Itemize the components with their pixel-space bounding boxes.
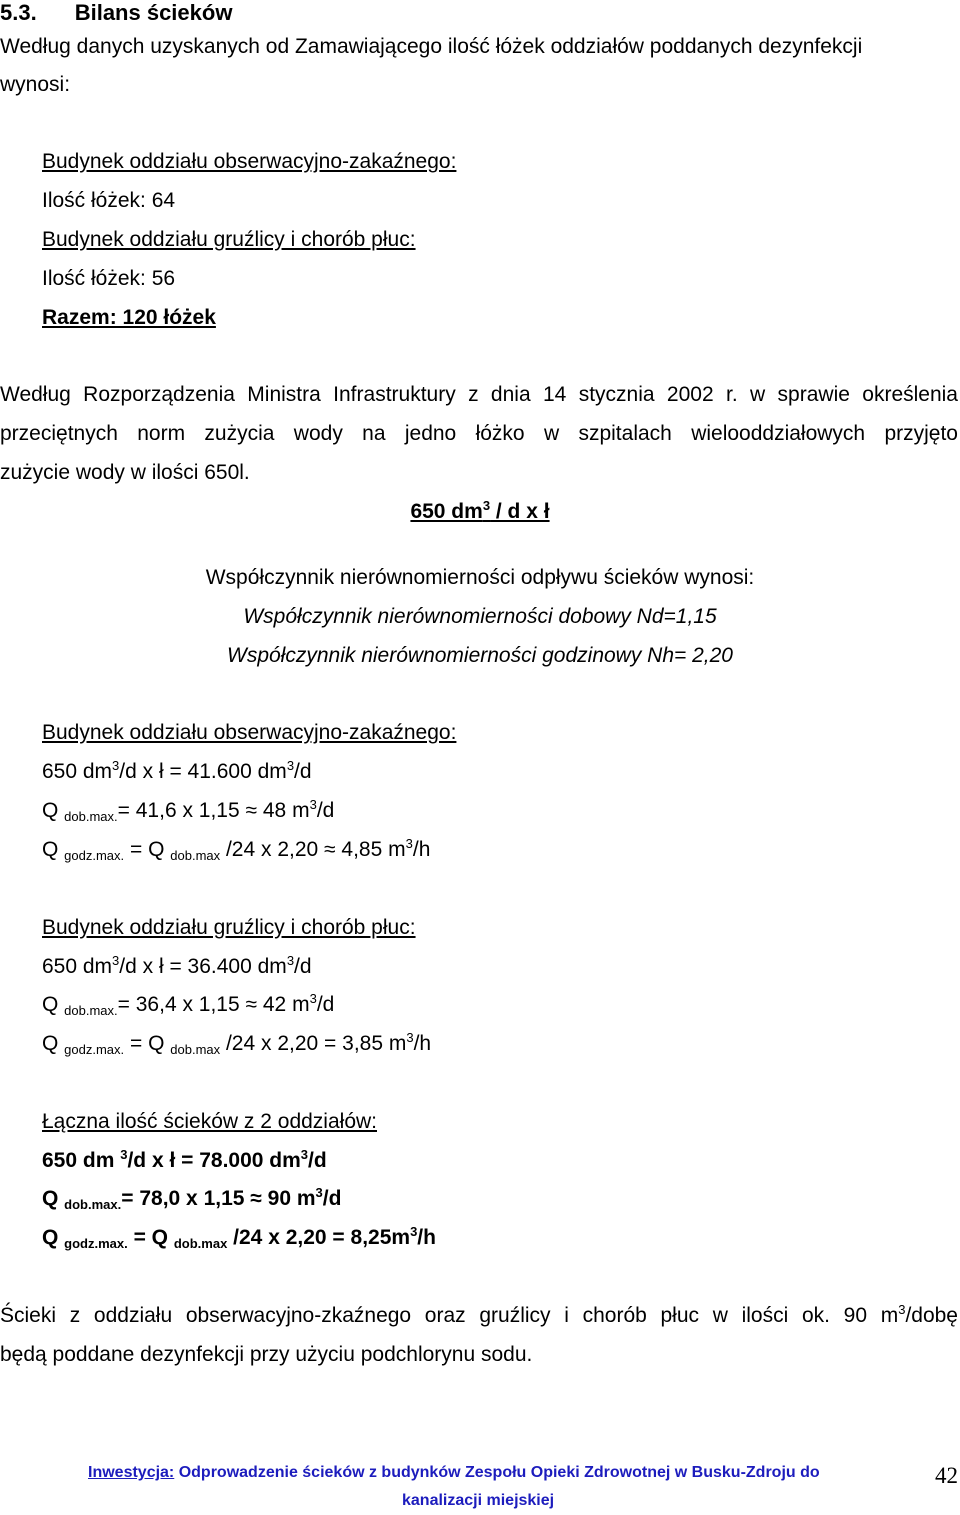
intro-line-1: Według danych uzyskanych od Zamawiającego ilość łóżek oddziałów poddanych dezynfekcji bbox=[0, 35, 863, 58]
footer-line-1: Inwestycja: Odprowadzenie ścieków z budynków Zespołu Opieki Zdrowotnej w Busku-Zdroju do bbox=[88, 1464, 820, 1481]
bed-building-1: Budynek oddziału obserwacyjno-zakaźnego: bbox=[42, 150, 457, 173]
calc3-title: Łączna ilość ścieków z 2 oddziałów: bbox=[42, 1110, 377, 1133]
bed-count-1: Ilość łóżek: 64 bbox=[42, 189, 176, 212]
page-number: 42 bbox=[935, 1463, 958, 1488]
conclusion-line-2: będą poddane dezynfekcji przy użyciu podchlorynu sodu. bbox=[0, 1343, 533, 1366]
calc1-qdob: Q dob.max.= 41,6 x 1,15 ≈ 48 $m^3/d$ bbox=[42, 797, 335, 824]
calc2-flow: 650 $dm^3/d$ x ł = 36.400 $dm^3/d$ bbox=[42, 953, 312, 978]
calc2-title: Budynek oddziału gruźlicy i chorób płuc: bbox=[42, 916, 416, 939]
calc1-flow: 650 $dm^3/d$ x ł = 41.600 $dm^3/d$ bbox=[42, 758, 312, 783]
bed-building-2: Budynek oddziału gruźlicy i chorób płuc: bbox=[42, 228, 416, 251]
regulation-line-3: zużycie wody w ilości 650l. bbox=[0, 461, 250, 484]
coeff-intro: Współczynnik nierównomierności odpływu ścieków wynosi: bbox=[205, 566, 755, 589]
regulation-line-1: Według Rozporządzenia Ministra Infrastruktury z dnia 14 stycznia 2002 r. w sprawie określenia bbox=[0, 383, 958, 406]
section-title: Bilans ścieków bbox=[74, 0, 233, 25]
calc3-qgodz: Q godz.max. = Q dob.max /24 x $2,20 = 8,25m^3/h$ bbox=[42, 1224, 436, 1251]
conclusion-line-1: Ścieki z oddziału obserwacyjno-zkaźnego oraz gruźlicy i chorób płuc w ilości ok. 90 $m^3$/dobę bbox=[0, 1302, 958, 1327]
regulation-line-2: przeciętnych norm zużycia wody na jedno łóżko w szpitalach wielooddziałowych przyjęto bbox=[0, 422, 958, 445]
footer-line-2: kanalizacji miejskiej bbox=[402, 1492, 555, 1509]
section-heading bbox=[0, 0, 232, 26]
intro-line-2: wynosi: bbox=[0, 73, 71, 96]
calc3-qdob: Q dob.max.= 78,0 x 1,15 ≈ 90 $m^3/d$ bbox=[42, 1185, 342, 1212]
section-number: 5.3. bbox=[0, 0, 37, 25]
water-norm: 650 $dm^3$ / d x ł bbox=[410, 498, 550, 523]
calc2-qgodz: Q godz.max. = Q dob.max /24 x 2,20 = 3,85 $m^3/h$ bbox=[42, 1030, 432, 1057]
coeff-hourly: Współczynnik nierównomierności godzinowy Nh= 2,20 bbox=[227, 644, 733, 667]
approx-icon: ≈ bbox=[324, 838, 336, 861]
footer-label: Inwestycja: bbox=[88, 1464, 175, 1481]
calc2-qdob: Q dob.max.= 36,4 x 1,15 ≈ 42 $m^3/d$ bbox=[42, 991, 335, 1018]
calc3-flow: 650 dm $^3$/d x ł = 78.000 $dm^3/d$ bbox=[42, 1147, 327, 1172]
coeff-daily: Współczynnik nierównomierności dobowy Nd=1,15 bbox=[243, 605, 717, 628]
calc1-qgodz: Q godz.max. = Q dob.max /24 x 2,20 ≈ 4,85 $m^3/h$ bbox=[42, 836, 431, 863]
approx-icon: ≈ bbox=[250, 1187, 262, 1210]
bed-count-2: Ilość łóżek: 56 bbox=[42, 267, 176, 290]
approx-icon: ≈ bbox=[245, 993, 258, 1016]
calc1-title: Budynek oddziału obserwacyjno-zakaźnego: bbox=[42, 721, 457, 744]
bed-total: Razem: 120 łóżek bbox=[42, 306, 216, 329]
approx-icon: ≈ bbox=[245, 799, 258, 822]
